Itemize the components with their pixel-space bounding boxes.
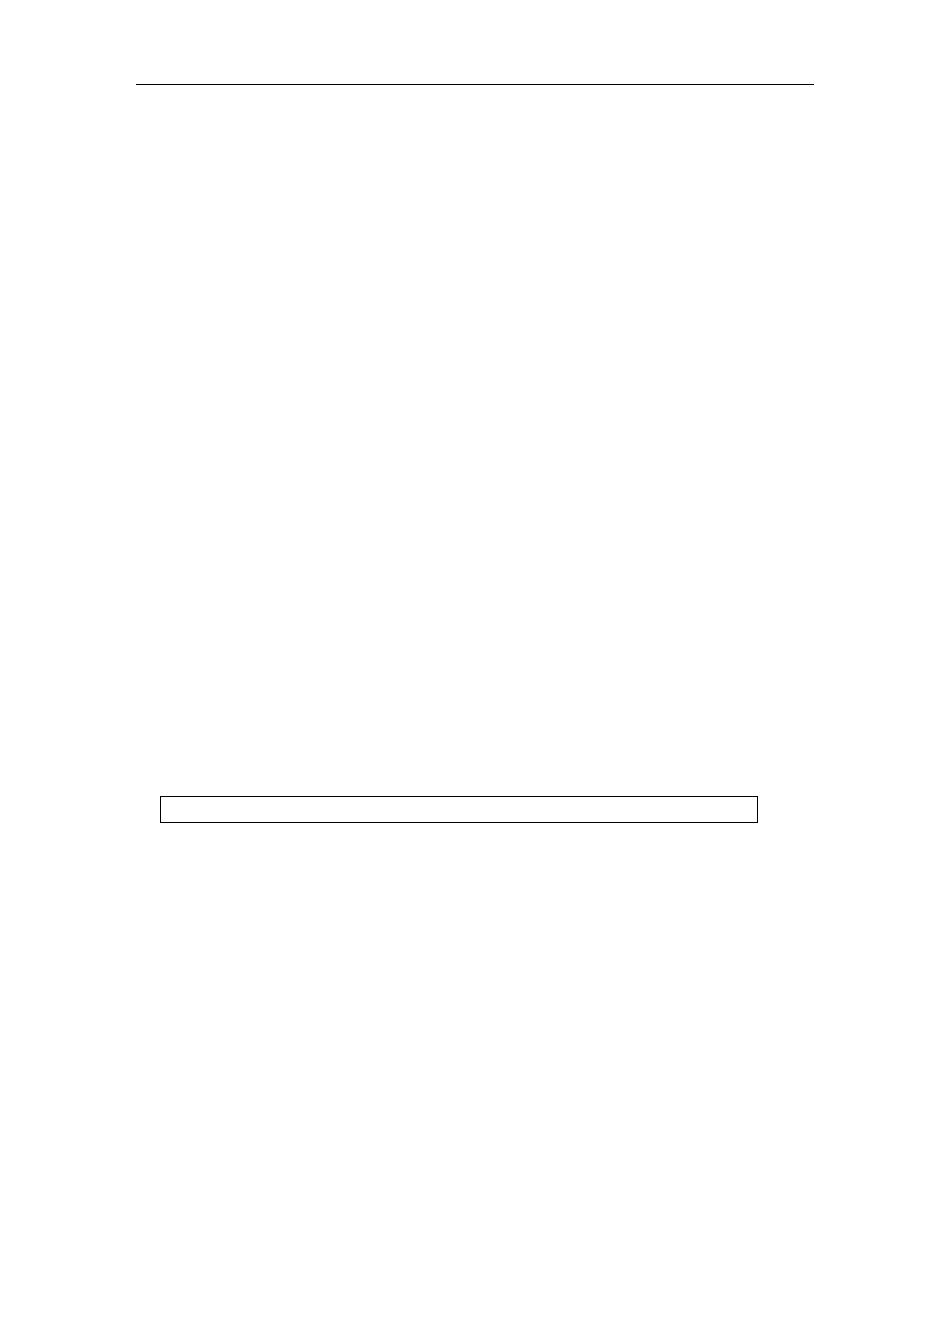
header-rule [136, 84, 814, 85]
form-title [161, 797, 758, 823]
package-mail-form [160, 796, 758, 823]
